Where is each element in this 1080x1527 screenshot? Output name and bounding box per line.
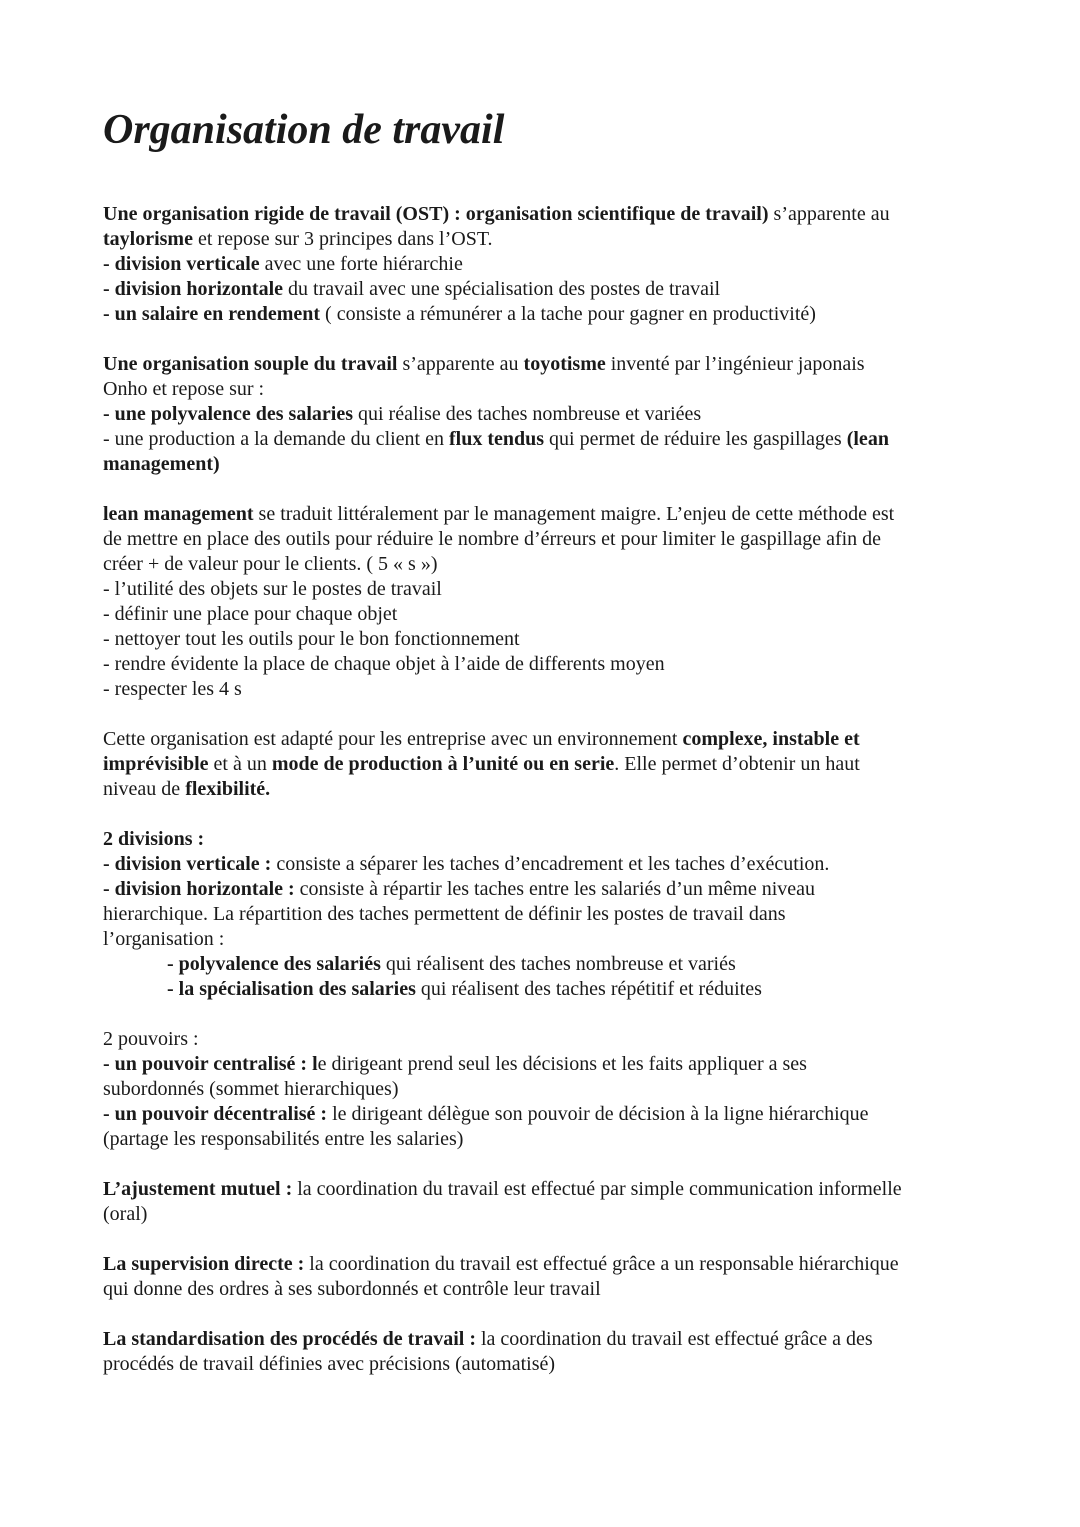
text-run: consiste a séparer les taches d’encadrement et les taches d’exécution. <box>271 853 830 875</box>
text-line <box>103 727 983 752</box>
text-line <box>103 652 983 677</box>
text-line <box>103 1052 983 1077</box>
text-line <box>103 927 983 952</box>
bold-text: management) <box>103 453 220 475</box>
text-run: Onho et repose sur : <box>103 378 265 400</box>
text-run: e dirigeant prend seul les décisions et les faits appliquer a ses <box>317 1053 807 1075</box>
bold-text: 2 divisions : <box>103 828 205 850</box>
text-run: qui permet de réduire les gaspillages <box>544 428 847 450</box>
bold-text: taylorisme <box>103 228 193 250</box>
text-run: Cette organisation est adapté pour les entreprise avec un environnement <box>103 728 683 750</box>
bold-text: mode de production à l’unité ou en serie <box>271 753 615 775</box>
text-run: l’organisation : <box>103 928 225 950</box>
text-run: qui réalisent des taches répétitif et réduites <box>415 978 762 1000</box>
paragraph <box>103 727 983 802</box>
bold-text: flux tendus <box>449 428 545 450</box>
text-line <box>103 877 983 902</box>
text-line <box>103 1077 983 1102</box>
bold-text: - la spécialisation des salaries <box>167 978 416 1000</box>
text-run: qui réalisent des taches nombreuse et variés <box>380 953 736 975</box>
text-run: le dirigeant délègue son pouvoir de décision à la ligne hiérarchique <box>327 1103 869 1125</box>
text-run: (oral) <box>103 1203 148 1225</box>
text-run: s’apparente au <box>397 353 524 375</box>
text-line <box>103 1252 983 1277</box>
text-line <box>103 1127 983 1152</box>
bold-text: flexibilité. <box>185 778 271 800</box>
text-line <box>103 402 983 427</box>
text-line <box>103 377 983 402</box>
bold-text: (lean <box>846 428 889 450</box>
text-run: - rendre évidente la place de chaque objet à l’aide de differents moyen <box>103 653 665 675</box>
text-line <box>103 552 983 577</box>
text-run: qui réalise des taches nombreuse et variées <box>353 403 702 425</box>
text-run: consiste à répartir les taches entre les salariés d’un même niveau <box>294 878 816 900</box>
text-line <box>103 1327 983 1352</box>
bold-text: - polyvalence des salariés <box>167 953 381 975</box>
text-line <box>103 1277 983 1302</box>
bold-text: L’ajustement mutuel : <box>103 1178 293 1200</box>
paragraph <box>103 502 983 702</box>
paragraph <box>103 352 983 477</box>
text-run: procédés de travail définies avec précisions (automatisé) <box>103 1353 556 1375</box>
text-run: hierarchique. La répartition des taches permettent de définir les postes de travail dans <box>103 903 786 925</box>
paragraph <box>103 1177 983 1227</box>
text-run: . Elle permet d’obtenir un haut <box>614 753 860 775</box>
text-line <box>103 1102 983 1127</box>
bold-text: imprévisible <box>103 753 209 775</box>
text-line <box>103 427 983 452</box>
text-run: et à un <box>208 753 272 775</box>
text-run: la coordination du travail est effectué grâce a des <box>475 1328 873 1350</box>
text-run: qui donne des ordres à ses subordonnés et contrôle leur travail <box>103 1278 601 1300</box>
page-title: Organisation de travail <box>103 107 505 153</box>
text-run: (partage les responsabilités entre les salaries) <box>103 1128 464 1150</box>
paragraph <box>103 1327 983 1377</box>
text-line <box>103 1202 983 1227</box>
bold-text: lean management <box>103 503 254 525</box>
text-line <box>103 977 983 1002</box>
text-line <box>103 902 983 927</box>
bold-text: - division verticale <box>103 253 260 275</box>
text-line <box>103 627 983 652</box>
text-line <box>103 827 983 852</box>
bold-text: - une polyvalence des salaries <box>103 403 353 425</box>
text-run: - définir une place pour chaque objet <box>103 603 398 625</box>
text-line <box>103 502 983 527</box>
text-run: inventé par l’ingénieur japonais <box>605 353 865 375</box>
text-run: - nettoyer tout les outils pour le bon fonctionnement <box>103 628 520 650</box>
text-run: du travail avec une spécialisation des postes de travail <box>283 278 721 300</box>
text-line <box>103 602 983 627</box>
text-run: de mettre en place des outils pour réduire le nombre d’érreurs et pour limiter le gaspillage afin de <box>103 528 882 550</box>
text-run: la coordination du travail est effectué par simple communication informelle <box>292 1178 902 1200</box>
text-run: se traduit littéralement par le management maigre. L’enjeu de cette méthode est <box>253 503 895 525</box>
bold-text: - division horizontale : <box>103 878 295 900</box>
bold-text: toyotisme <box>523 353 606 375</box>
document-body <box>103 202 983 1377</box>
bold-text: Une organisation souple du travail <box>103 353 398 375</box>
text-run: ( consiste a rémunérer a la tache pour gagner en productivité) <box>320 303 816 325</box>
text-line <box>103 527 983 552</box>
text-line <box>103 1027 983 1052</box>
text-line <box>103 227 983 252</box>
text-line <box>103 202 983 227</box>
text-line <box>103 302 983 327</box>
text-line <box>103 852 983 877</box>
text-line <box>103 452 983 477</box>
text-run: - une production a la demande du client en <box>103 428 449 450</box>
text-run: s’apparente au <box>768 203 890 225</box>
text-line <box>103 577 983 602</box>
text-line <box>103 777 983 802</box>
bold-text: La supervision directe : <box>103 1253 305 1275</box>
bold-text: - un pouvoir décentralisé : <box>103 1103 328 1125</box>
bold-text: - un pouvoir centralisé : l <box>103 1053 318 1075</box>
text-run: niveau de <box>103 778 186 800</box>
text-run: - l’utilité des objets sur le postes de travail <box>103 578 442 600</box>
bold-text: complexe, instable et <box>682 728 860 750</box>
bold-text: La standardisation des procédés de travail : <box>103 1328 476 1350</box>
document-page <box>103 100 983 1402</box>
text-run: 2 pouvoirs : <box>103 1028 199 1050</box>
bold-text: - un salaire en rendement <box>103 303 321 325</box>
paragraph <box>103 202 983 327</box>
text-line <box>103 952 983 977</box>
bold-text: Une organisation rigide de travail (OST) : organisation scientifique de travail) <box>103 203 769 225</box>
text-run: et repose sur 3 principes dans l’OST. <box>192 228 493 250</box>
text-run: la coordination du travail est effectué grâce a un responsable hiérarchique <box>304 1253 899 1275</box>
paragraph <box>103 1252 983 1302</box>
bold-text: - division horizontale <box>103 278 284 300</box>
text-run: subordonnés (sommet hierarchiques) <box>103 1078 399 1100</box>
text-line <box>103 1352 983 1377</box>
text-run: - respecter les 4 s <box>103 678 242 700</box>
paragraph <box>103 827 983 1002</box>
text-run: avec une forte hiérarchie <box>259 253 463 275</box>
text-line <box>103 352 983 377</box>
text-line <box>103 277 983 302</box>
text-line <box>103 252 983 277</box>
text-line <box>103 752 983 777</box>
text-run: créer + de valeur pour le clients. ( 5 « s ») <box>103 553 438 575</box>
text-line <box>103 677 983 702</box>
bold-text: - division verticale : <box>103 853 272 875</box>
paragraph <box>103 1027 983 1152</box>
text-line <box>103 1177 983 1202</box>
